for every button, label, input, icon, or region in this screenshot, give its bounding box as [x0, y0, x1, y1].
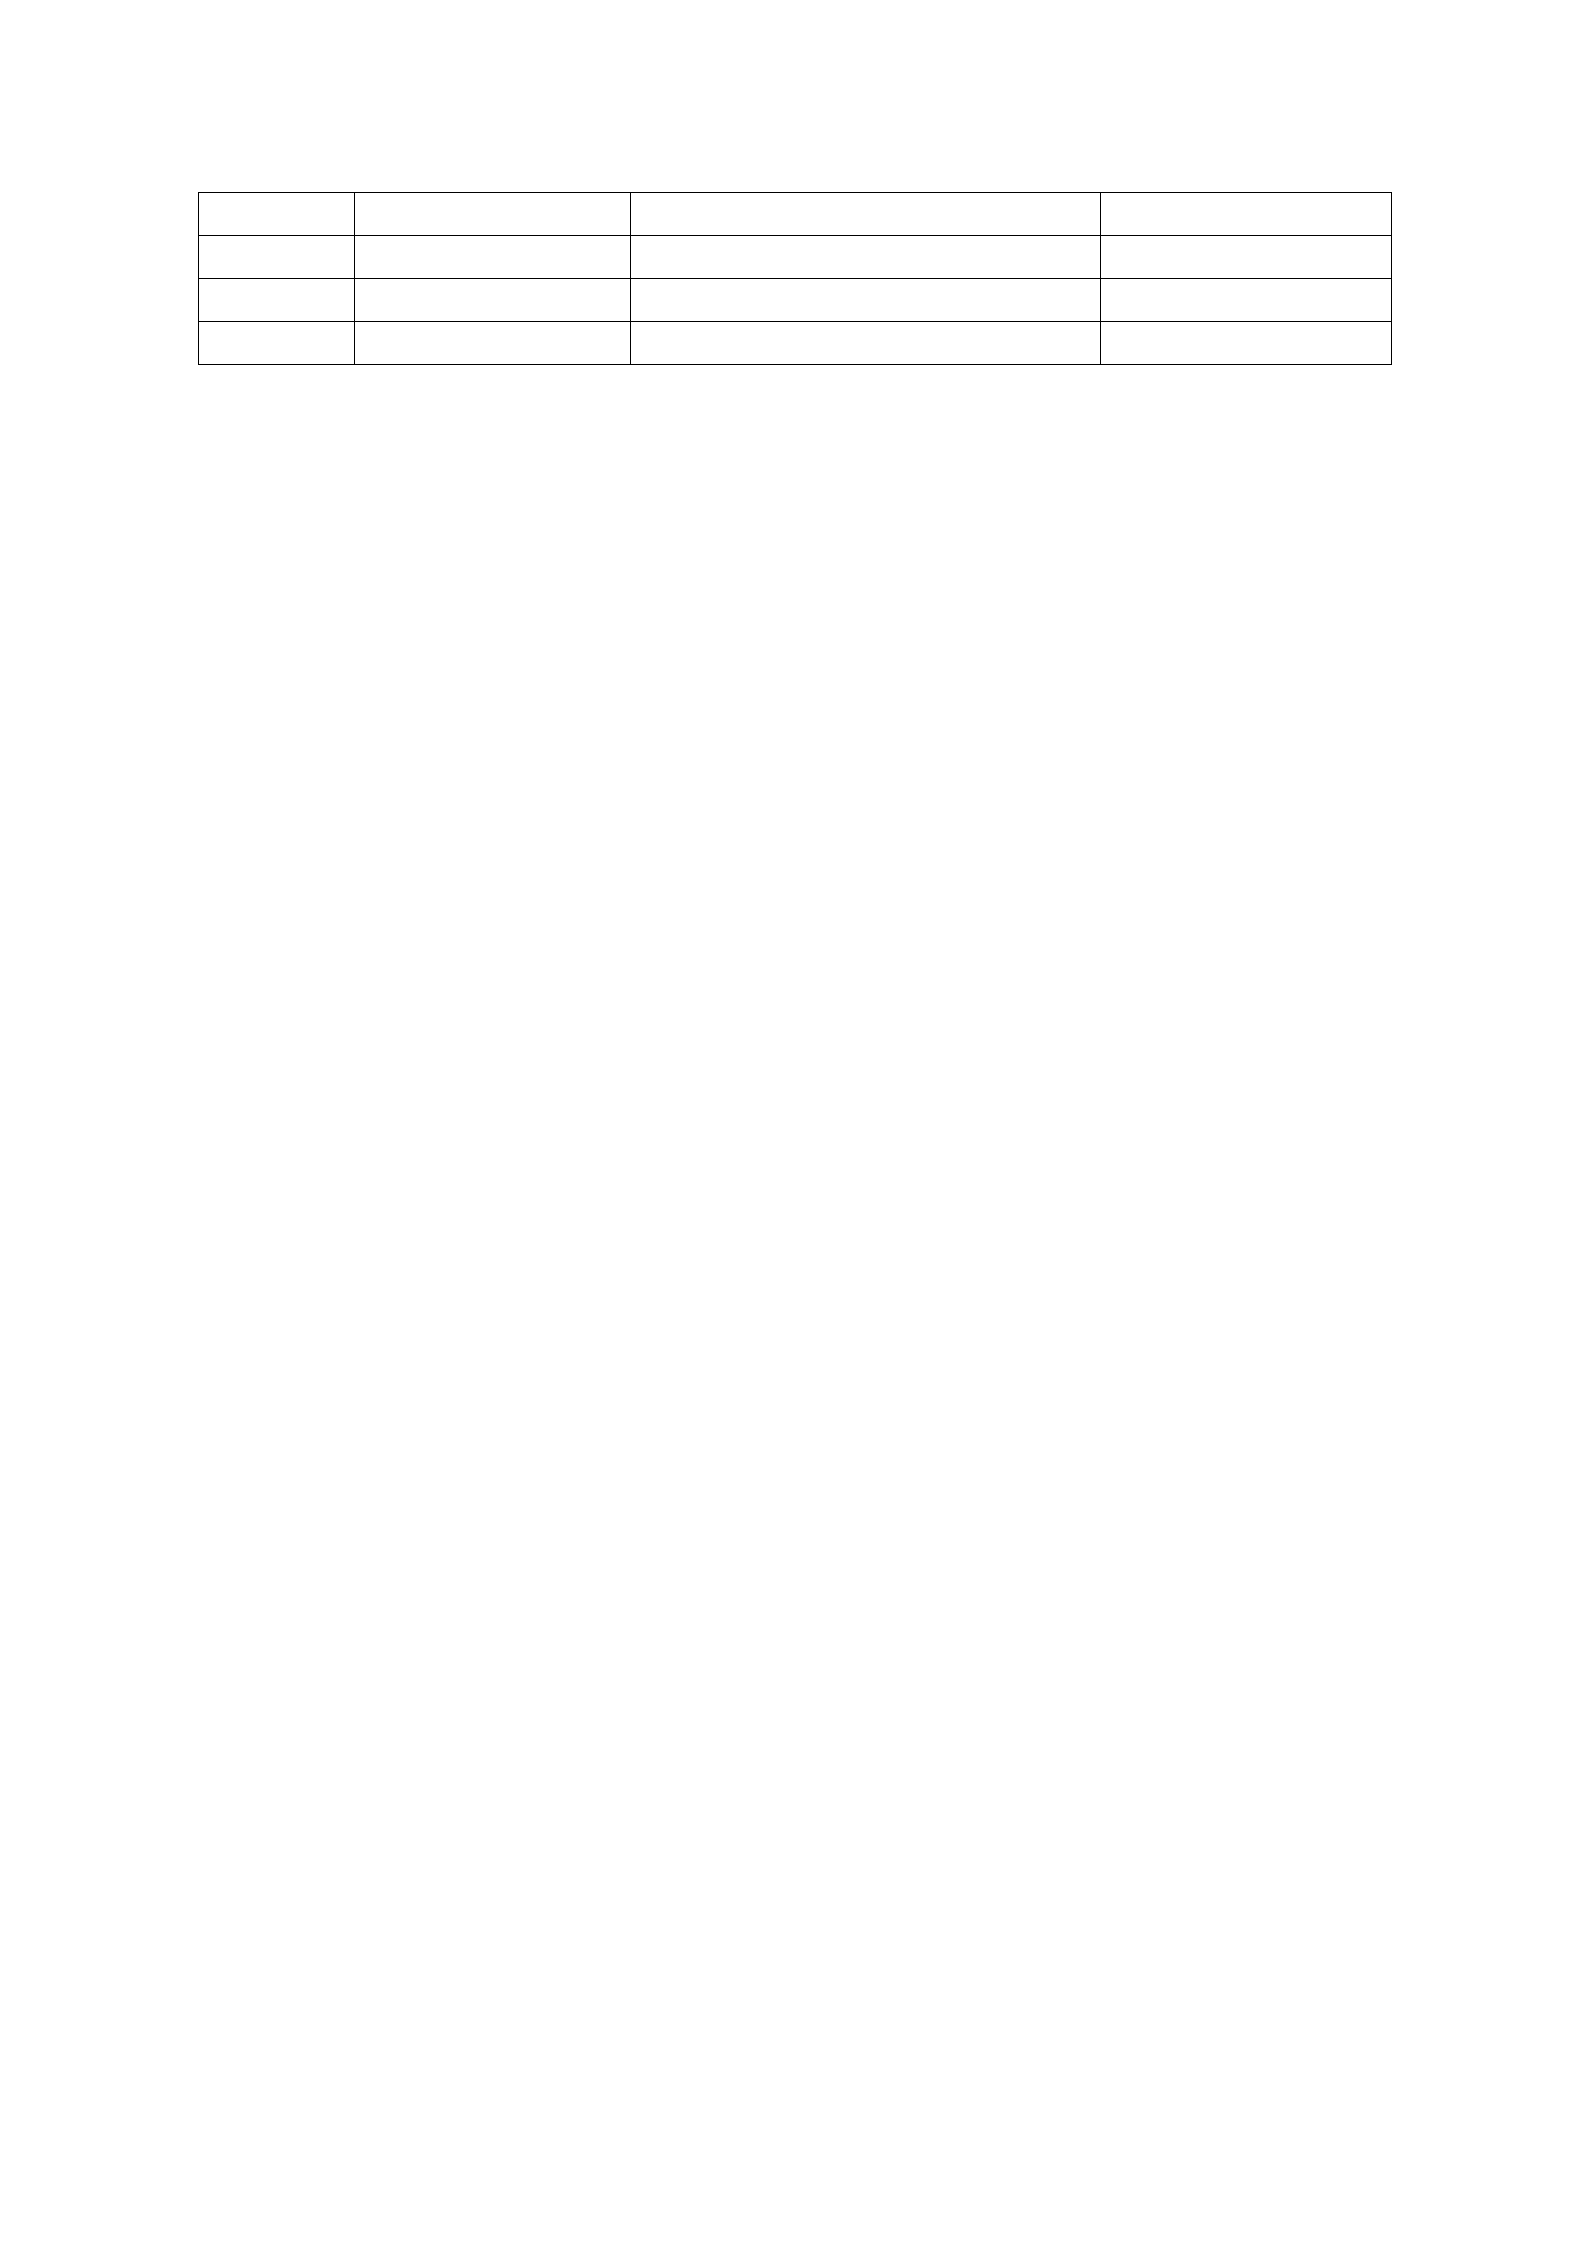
- remark-cell: [1101, 193, 1392, 236]
- table-row: [199, 279, 1392, 322]
- reference-cell: [355, 322, 631, 365]
- catalog-number-cell: [199, 193, 355, 236]
- remark-cell: [1101, 322, 1392, 365]
- catalog-number-cell: [199, 279, 355, 322]
- remark-cell: [1101, 279, 1392, 322]
- reference-cell: [355, 236, 631, 279]
- join-info-cell: [631, 279, 1101, 322]
- catalog-number-cell: [199, 322, 355, 365]
- remark-cell: [1101, 236, 1392, 279]
- join-info-cell: [631, 322, 1101, 365]
- catalog-number-cell: [199, 236, 355, 279]
- table-row: [199, 236, 1392, 279]
- reference-cell: [355, 193, 631, 236]
- table-row: [199, 193, 1392, 236]
- reference-cell: [355, 279, 631, 322]
- join-info-cell: [631, 193, 1101, 236]
- table-row: [199, 322, 1392, 365]
- oracle-bone-table: [198, 192, 1392, 365]
- join-info-cell: [631, 236, 1101, 279]
